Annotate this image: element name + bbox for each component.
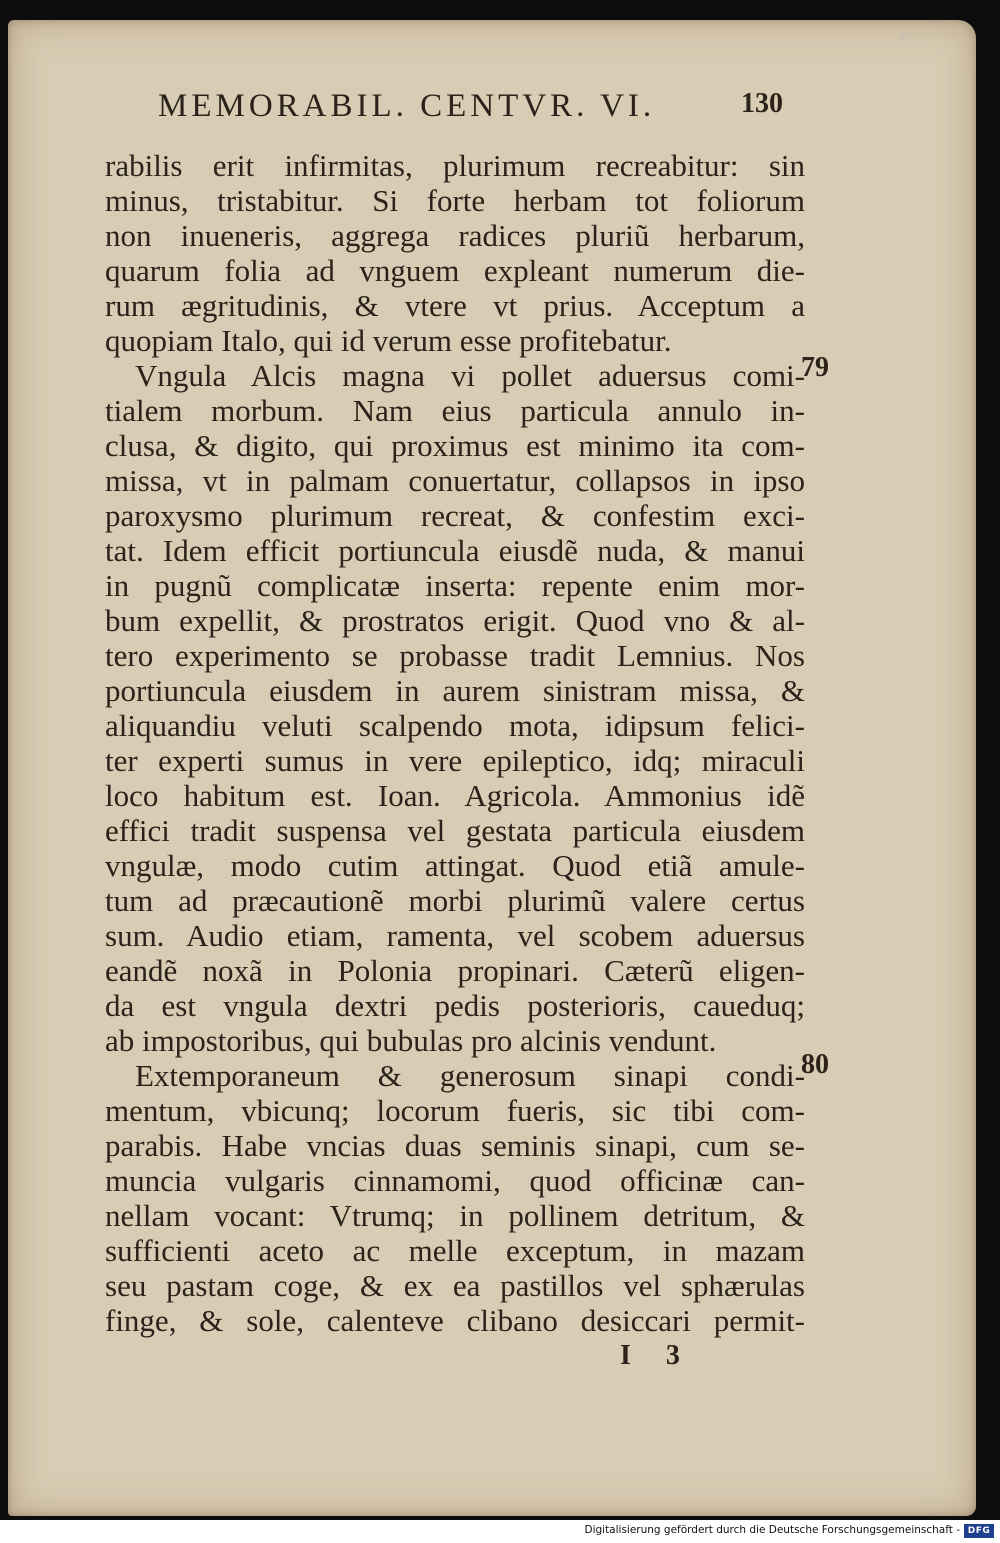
- text-line: non inueneris, aggrega radices pluriũ herbarum,: [105, 218, 805, 253]
- text-line: ter experti sumus in vere epileptico, idq; miraculi: [105, 743, 805, 778]
- text-line: Extemporaneum & generosum sinapi condi-: [135, 1058, 805, 1093]
- text-line: aliquandiu veluti scalpendo mota, idipsum felici-: [105, 708, 805, 743]
- text-line: tum ad præcautionẽ morbi plurimũ valere certus: [105, 883, 805, 918]
- text-line: vngulæ, modo cutim attingat. Quod etiã amule-: [105, 848, 805, 883]
- running-head: MEMORABIL. CENTVR. VI.: [158, 88, 656, 124]
- text-line: portiuncula eiusdem in aurem sinistram missa, &: [105, 673, 805, 708]
- text-line: da est vngula dextri pedis posterioris, caueduq;: [105, 988, 805, 1023]
- margin-number: 80: [801, 1049, 829, 1080]
- text-line: rabilis erit infirmitas, plurimum recreabitur: sin: [105, 148, 805, 183]
- dfg-logo: DFG: [964, 1524, 994, 1538]
- book-page: [8, 20, 976, 1516]
- text-line: bum expellit, & prostratos erigit. Quod vno & al-: [105, 603, 805, 638]
- margin-number: 79: [801, 352, 829, 383]
- text-line: nellam vocant: Vtrumq; in pollinem detritum, &: [105, 1198, 805, 1233]
- text-line: muncia vulgaris cinnamomi, quod officinæ can-: [105, 1163, 805, 1198]
- text-line: sum. Audio etiam, ramenta, vel scobem aduersus: [105, 918, 805, 953]
- page-number: 130: [741, 88, 783, 119]
- text-line: in pugnũ complicatæ inserta: repente enim mor-: [105, 568, 805, 603]
- text-line: tero experimento se probasse tradit Lemnius. Nos: [105, 638, 805, 673]
- text-line: effici tradit suspensa vel gestata particula eiusdem: [105, 813, 805, 848]
- text-line: ab impostoribus, qui bubulas pro alcinis vendunt.: [105, 1023, 717, 1058]
- text-line: paroxysmo plurimum recreat, & confestim exci-: [105, 498, 805, 533]
- text-line: rum ægritudinis, & vtere vt prius. Acceptum a: [105, 288, 805, 323]
- text-line: finge, & sole, calenteve clibano desiccari permit-: [105, 1303, 805, 1338]
- paper-speck: [920, 44, 922, 46]
- text-line: sufficienti aceto ac melle exceptum, in mazam: [105, 1233, 805, 1268]
- text-block: [105, 148, 805, 1338]
- text-line: eandẽ noxã in Polonia propinari. Cæterũ eligen-: [105, 953, 805, 988]
- text-line: parabis. Habe vncias duas seminis sinapi, cum se-: [105, 1128, 805, 1163]
- text-line: quarum folia ad vnguem expleant numerum die-: [105, 253, 805, 288]
- text-line: quopiam Italo, qui id verum esse profitebatur.: [105, 323, 672, 358]
- text-line: loco habitum est. Ioan. Agricola. Ammonius idẽ: [105, 778, 805, 813]
- text-line: tialem morbum. Nam eius particula annulo in-: [105, 393, 805, 428]
- text-line: missa, vt in palmam conuertatur, collapsos in ipso: [105, 463, 805, 498]
- text-line: Vngula Alcis magna vi pollet aduersus comi-: [135, 358, 805, 393]
- footer-bar: [0, 1520, 1000, 1543]
- text-line: mentum, vbicunq; locorum fueris, sic tibi com-: [105, 1093, 805, 1128]
- text-line: seu pastam coge, & ex ea pastillos vel sphærulas: [105, 1268, 805, 1303]
- text-line: tat. Idem efficit portiuncula eiusdẽ nuda, & manui: [105, 533, 805, 568]
- paper-speck: [902, 36, 905, 39]
- signature-mark: I 3: [620, 1340, 694, 1371]
- funding-credit: Digitalisierung gefördert durch die Deutsche Forschungsgemeinschaft -: [584, 1524, 960, 1536]
- text-line: minus, tristabitur. Si forte herbam tot foliorum: [105, 183, 805, 218]
- text-line: clusa, & digito, qui proximus est minimo ita com-: [105, 428, 805, 463]
